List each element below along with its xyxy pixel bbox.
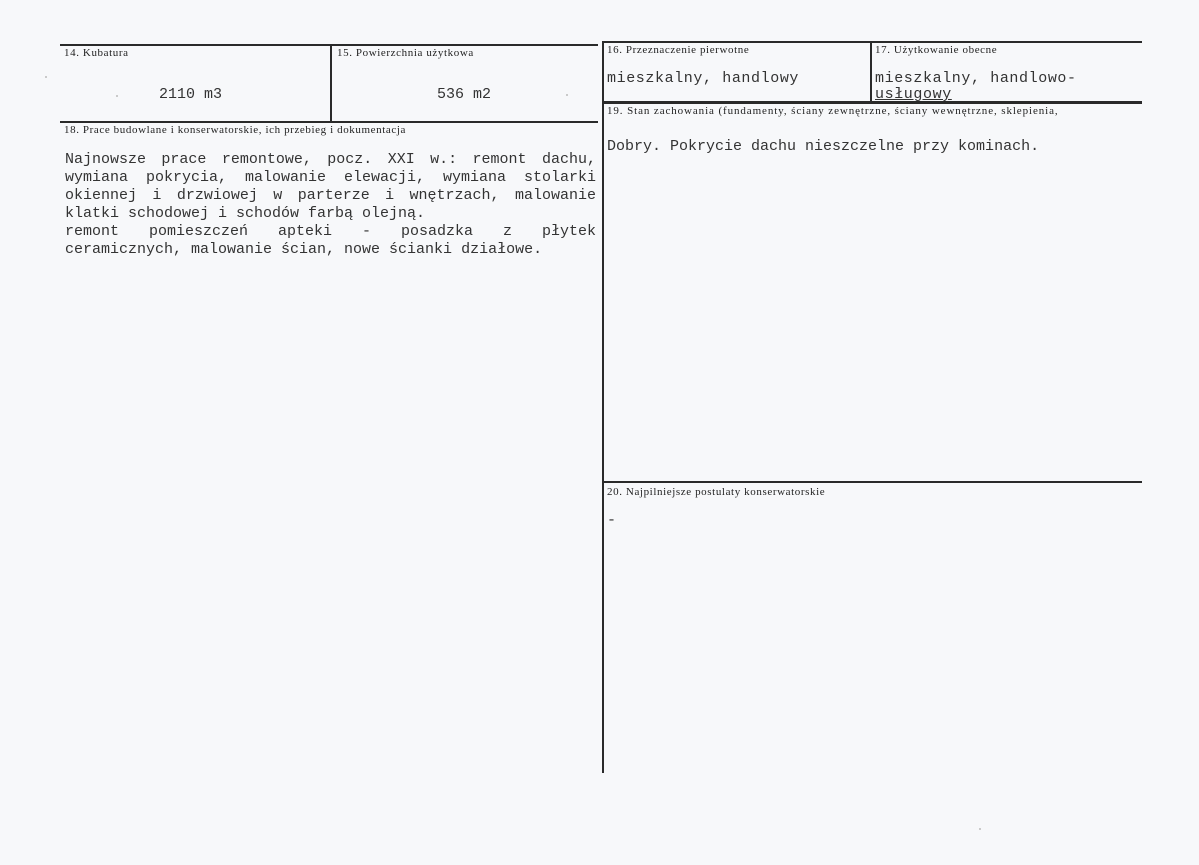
prace-budowlane-label: 18. Prace budowlane i konserwatorskie, ich przebieg i dokumentacja bbox=[64, 124, 406, 136]
divider-16-17 bbox=[870, 41, 872, 101]
top-rule bbox=[60, 44, 598, 46]
uzytkowanie-obecne-label: 17. Użytkowanie obecne bbox=[875, 44, 998, 56]
przeznaczenie-pierwotne-label: 16. Przeznaczenie pierwotne bbox=[607, 44, 750, 56]
divider-14-15 bbox=[330, 44, 332, 122]
postulaty-konserwatorskie-label: 20. Najpilniejsze postulaty konserwatorskie bbox=[607, 486, 826, 498]
prace-line-5: remont pomieszczeń apteki - posadzka z płytek bbox=[65, 223, 596, 240]
scan-speck bbox=[116, 95, 118, 97]
main-vertical-divider bbox=[602, 41, 604, 773]
prace-line-4: klatki schodowej i schodów farbą olejną. bbox=[65, 205, 426, 222]
scan-speck bbox=[566, 94, 568, 96]
uzytkowanie-obecne-overflow bbox=[875, 86, 995, 101]
rule-under-16-17-b bbox=[602, 103, 1142, 104]
uzytkowanie-obecne-value-line1: mieszkalny, handlowo- bbox=[875, 70, 1077, 87]
prace-line-2: wymiana pokrycia, malowanie elewacji, wymiana stolarki bbox=[65, 169, 596, 186]
scan-speck bbox=[979, 828, 981, 830]
prace-budowlane-text bbox=[65, 151, 596, 259]
powierzchnia-uzytkowa-value: 536 m2 bbox=[437, 86, 492, 103]
kubatura-value: 2110 m3 bbox=[159, 86, 223, 103]
top-rule-right bbox=[602, 41, 1142, 43]
rule-above-20 bbox=[602, 481, 1142, 483]
rule-under-14-15 bbox=[60, 121, 598, 123]
postulaty-konserwatorskie-value: - bbox=[607, 512, 617, 529]
stan-zachowania-value: Dobry. Pokrycie dachu nieszczelne przy kominach. bbox=[607, 138, 1040, 155]
powierzchnia-uzytkowa-label: 15. Powierzchnia użytkowa bbox=[337, 47, 474, 59]
prace-line-1: Najnowsze prace remontowe, pocz. XXI w.: remont dachu, bbox=[65, 151, 596, 168]
scan-speck bbox=[45, 76, 47, 78]
kubatura-label: 14. Kubatura bbox=[64, 47, 129, 59]
stan-zachowania-label: 19. Stan zachowania (fundamenty, ściany zewnętrzne, ściany wewnętrzne, sklepienia, bbox=[607, 105, 1059, 117]
uzytkowanie-obecne-value-line2: usługowy bbox=[875, 86, 952, 101]
przeznaczenie-pierwotne-value: mieszkalny, handlowy bbox=[607, 70, 800, 87]
prace-line-6: ceramicznych, malowanie ścian, nowe ścianki działowe. bbox=[65, 241, 543, 258]
prace-line-3: okiennej i drzwiowej w parterze i wnętrzach, malowanie bbox=[65, 187, 596, 204]
